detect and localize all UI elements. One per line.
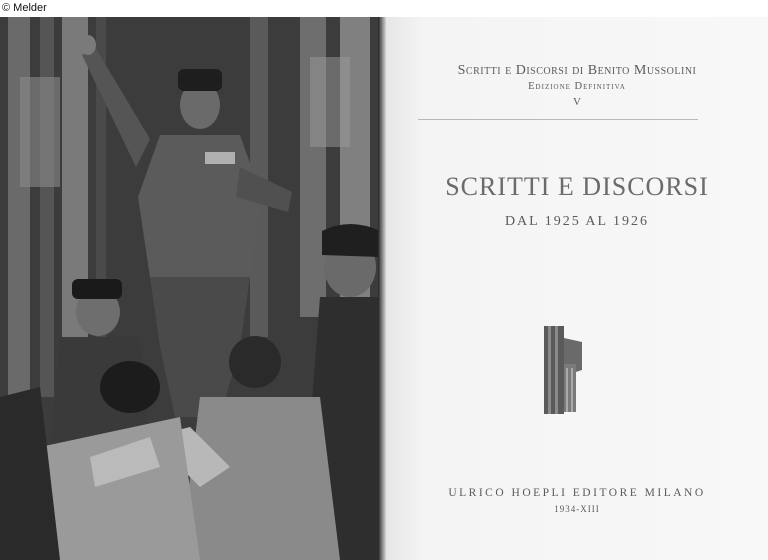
book-subtitle: DAL 1925 AL 1926 — [504, 214, 650, 229]
book-title: SCRITTI E DISCORSI — [445, 172, 709, 201]
book-gutter — [378, 17, 386, 560]
divider-rule — [418, 119, 698, 120]
publication-year: 1934-XIII — [554, 504, 600, 514]
copyright-watermark: © Melder — [2, 2, 47, 14]
fasces-emblem-icon — [540, 324, 586, 416]
photo-illustration — [0, 17, 382, 560]
series-title: Scritti e Discorsi di Benito Mussolini — [457, 63, 697, 78]
title-page — [386, 17, 768, 560]
volume-number: V — [573, 96, 581, 108]
edition-label: Edizione Definitiva — [528, 81, 626, 92]
frontispiece-photo — [0, 17, 382, 560]
publisher-name: ULRICO HOEPLI EDITORE MILANO — [448, 487, 706, 499]
